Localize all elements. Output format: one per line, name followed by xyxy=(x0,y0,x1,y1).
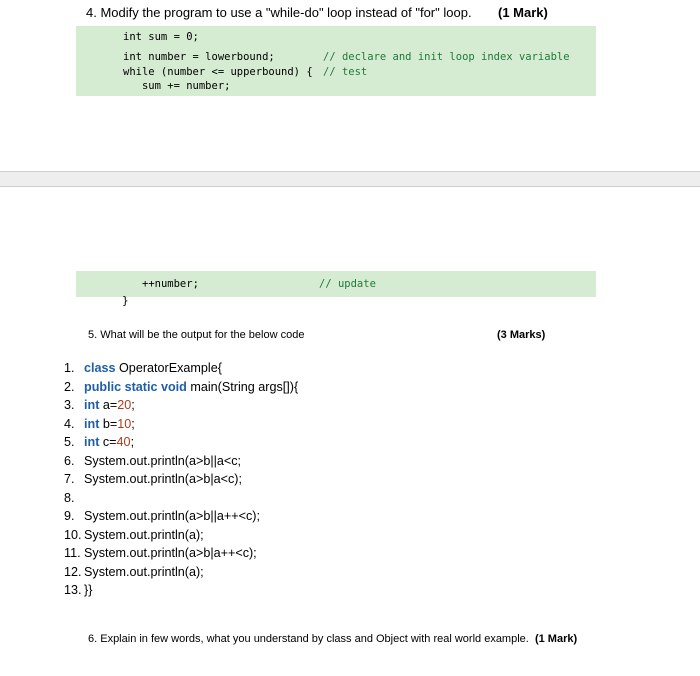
code-list-line xyxy=(64,452,298,471)
code-list-line xyxy=(64,433,298,452)
line-number: 5. xyxy=(64,435,75,449)
line-number: 3. xyxy=(64,398,75,412)
question-4-marks: (1 Mark) xyxy=(498,5,548,20)
code-token: 20 xyxy=(117,398,132,412)
question-4-code-continued xyxy=(76,271,596,297)
code-list-line xyxy=(64,507,298,526)
code-line-1: int sum = 0; xyxy=(123,31,199,43)
code-line-3: while (number <= upperbound) { xyxy=(123,66,313,78)
closing-brace: } xyxy=(122,294,129,307)
question-5-marks: (3 Marks) xyxy=(497,329,546,341)
code-list-line xyxy=(64,470,298,489)
code-token: public static void xyxy=(84,379,187,394)
code-token: a= xyxy=(99,398,118,412)
code-list-line xyxy=(64,544,298,563)
code-list-line xyxy=(64,526,298,545)
code-token: System.out.println(a>b||a++<c); xyxy=(84,509,260,523)
code-token: int xyxy=(84,416,100,431)
code-line-4: sum += number; xyxy=(123,80,231,92)
code-line-update: ++number; xyxy=(142,278,199,290)
line-number: 7. xyxy=(64,472,75,486)
code-list-line xyxy=(64,489,298,508)
code-list-line xyxy=(64,359,298,378)
code-list-line xyxy=(64,581,298,600)
code-list-line xyxy=(64,563,298,582)
code-list-line xyxy=(64,415,298,434)
code-token: 40 xyxy=(116,435,131,449)
page-two xyxy=(0,186,700,676)
code-token: }} xyxy=(84,583,93,597)
code-token: OperatorExample{ xyxy=(115,361,222,375)
code-token: c= xyxy=(99,435,117,449)
line-number: 4. xyxy=(64,416,75,431)
code-list-line xyxy=(64,378,298,397)
code-token: int xyxy=(84,398,100,412)
line-number: 11. xyxy=(64,546,81,560)
code-token: System.out.println(a); xyxy=(84,564,204,579)
code-token: System.out.println(a>b|a++<c); xyxy=(84,546,257,560)
code-token: main(String args[]){ xyxy=(186,379,299,394)
code-token: b= xyxy=(99,416,118,431)
code-token: ; xyxy=(131,398,135,412)
page-one xyxy=(0,0,700,172)
code-token: int xyxy=(84,435,100,449)
code-token: System.out.println(a>b|a<c); xyxy=(84,472,242,486)
question-4-code-block xyxy=(76,26,596,96)
code-token: 10 xyxy=(117,416,132,431)
line-number: 12. xyxy=(64,564,82,579)
code-line-2: int number = lowerbound; xyxy=(123,51,275,63)
question-5-code-list xyxy=(64,359,298,600)
question-5-text: 5. What will be the output for the below code xyxy=(88,329,305,341)
code-token: class xyxy=(84,361,116,375)
code-comment-2: // declare and init loop index variable xyxy=(323,51,570,63)
question-4-text: 4. Modify the program to use a "while-do" loop instead of "for" loop. xyxy=(86,5,472,20)
code-token: System.out.println(a>b||a<c; xyxy=(84,453,242,468)
line-number: 13. xyxy=(64,583,82,597)
line-number: 10. xyxy=(64,527,82,542)
question-6-text: 6. Explain in few words, what you understand by class and Object with real world example. (1 Mark) xyxy=(88,633,578,645)
line-number: 8. xyxy=(64,490,75,505)
line-number: 6. xyxy=(64,453,75,468)
code-comment-update: // update xyxy=(319,278,376,290)
code-token: ; xyxy=(131,416,135,431)
line-number: 9. xyxy=(64,509,75,523)
code-token: ; xyxy=(130,435,135,449)
line-number: 2. xyxy=(64,379,75,394)
line-number: 1. xyxy=(64,361,75,375)
code-comment-3: // test xyxy=(323,66,368,78)
question-6-marks: (1 Mark) xyxy=(534,633,578,645)
code-list-line xyxy=(64,396,298,415)
code-token: System.out.println(a); xyxy=(84,527,204,542)
